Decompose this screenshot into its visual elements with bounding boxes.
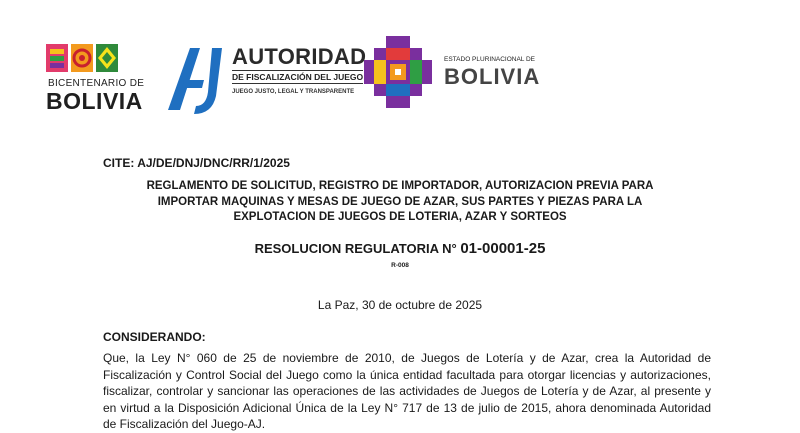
estado-plurinacional-logo [362, 34, 562, 114]
aj-emblem-icon [160, 40, 232, 118]
title-line: IMPORTAR MAQUINAS Y MESAS DE JUEGO DE AZAR, SUS PARTES Y PIEZAS PARA LA [157, 195, 643, 208]
resolution-heading [160, 240, 640, 257]
body-paragraph: Que, la Ley N° 060 de 25 de noviembre de 2010, de Juegos de Lotería y de Azar, crea la Autoridad de Fiscalización y Control Social del Juego como la única entidad facultada para otorgar licencias y autorizaciones, fiscalizar, controlar y sancionar las operaciones de las actividades de Juegos de Lotería y de Azar, al presente y en virtud a la Disposición Adicional Única de la Ley N° 717 de 13 de julio de 2015, ahora denominada Autoridad de Fiscalización del Juego-AJ. [103, 351, 711, 431]
resolution-code: R-008 [391, 262, 409, 269]
chakana-emblem-icon [362, 34, 434, 110]
autoridad-logo [160, 40, 367, 120]
title-line: EXPLOTACION DE JUEGOS DE LOTERIA, AZAR Y SORTEOS [233, 211, 567, 223]
bicentenario-title: BOLIVIA [46, 88, 143, 114]
resolution-label: RESOLUCION REGULATORIA N° [254, 241, 457, 256]
document-cite: CITE: AJ/DE/DNJ/DNC/RR/1/2025 [103, 156, 290, 170]
autoridad-title: AUTORIDAD [232, 44, 367, 69]
section-heading: CONSIDERANDO: [103, 330, 206, 344]
estado-title: BOLIVIA [444, 64, 541, 89]
bicentenario-emblem-icon [46, 44, 118, 72]
title-line: REGLAMENTO DE SOLICITUD, REGISTRO DE IMPORTADOR, AUTORIZACION PREVIA PARA [146, 180, 654, 192]
bicentenario-label: BICENTENARIO DE [48, 78, 145, 89]
estado-label: ESTADO PLURINACIONAL DE [444, 56, 536, 63]
bicentenario-logo [46, 44, 146, 114]
document-date: La Paz, 30 de octubre de 2025 [317, 298, 483, 312]
autoridad-motto: JUEGO JUSTO, LEGAL Y TRANSPARENTE [232, 89, 355, 95]
autoridad-subtitle: DE FISCALIZACIÓN DEL JUEGO [232, 72, 364, 82]
resolution-number: 01-00001-25 [460, 240, 546, 257]
document-title [90, 179, 710, 226]
